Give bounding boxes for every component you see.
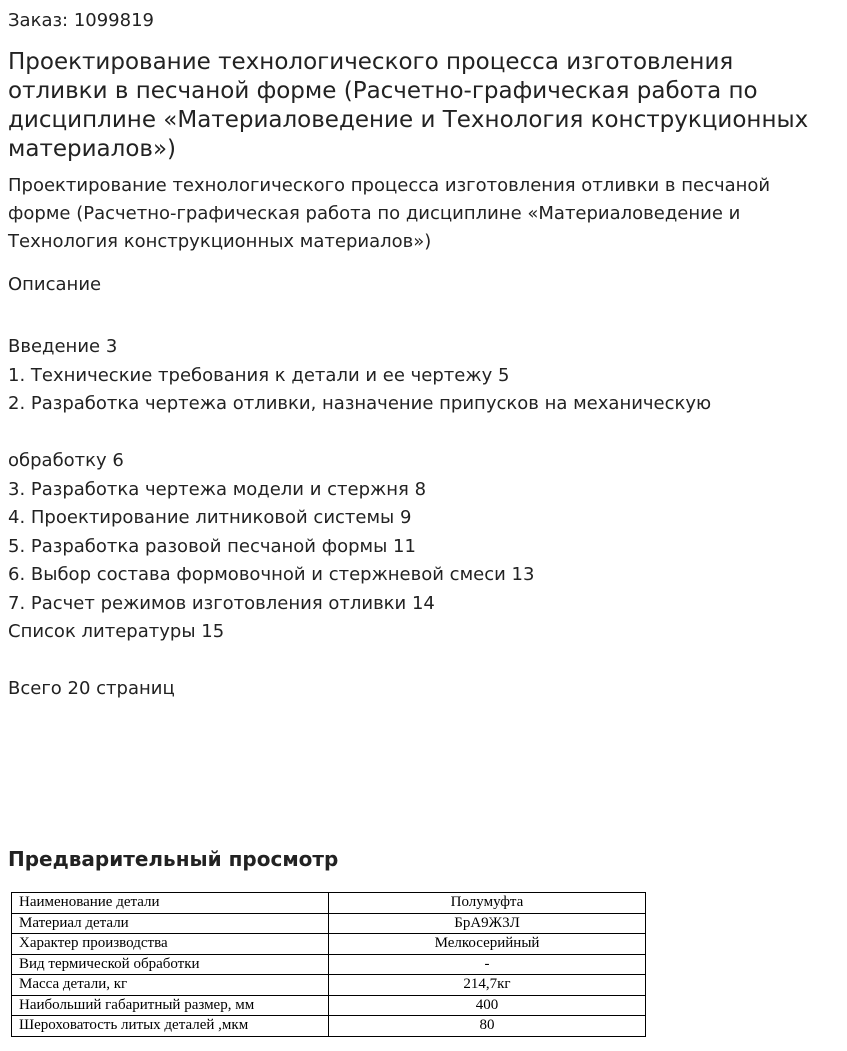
spec-label: Наибольший габаритный размер, мм <box>12 995 329 1016</box>
page-title: Проектирование технологического процесса изготовления отливки в песчаной форме (Расчетно-графическая работа по дисциплине «Материаловедение и Технология конструкционных материалов») <box>8 49 809 162</box>
spec-value: БрА9Ж3Л <box>329 913 646 934</box>
toc-line: 3. Разработка чертежа модели и стержня 8 <box>8 478 427 500</box>
table-row <box>12 893 646 914</box>
page-count: Всего 20 страниц <box>8 678 175 699</box>
spec-label: Шероховатость литых деталей ,мкм <box>12 1016 329 1037</box>
spec-value: - <box>329 954 646 975</box>
spec-value: Полумуфта <box>329 893 646 914</box>
toc-line: 4. Проектирование литниковой системы 9 <box>8 507 412 528</box>
toc-line: 5. Разработка разовой песчаной формы 11 <box>8 535 416 557</box>
spec-label: Масса детали, кг <box>12 975 329 996</box>
table-row <box>12 975 646 996</box>
toc-line: Список литературы 15 <box>8 621 225 642</box>
table-row <box>12 913 646 934</box>
toc-blank-line <box>8 647 833 676</box>
spec-value: 214,7кг <box>329 975 646 996</box>
toc-line: 1. Технические требования к детали и ее чертежу 5 <box>8 364 510 386</box>
toc-line: 6. Выбор состава формовочной и стержневой смеси 13 <box>8 564 535 585</box>
spec-label: Наименование детали <box>12 893 329 914</box>
toc-line: 7. Расчет режимов изготовления отливки 14 <box>8 592 435 614</box>
order-number: Заказ: 1099819 <box>8 10 154 31</box>
spec-value: 400 <box>329 995 646 1016</box>
part-specs-table <box>11 892 646 1037</box>
table-of-contents <box>8 333 833 704</box>
spec-label: Материал детали <box>12 913 329 934</box>
table-row <box>12 934 646 955</box>
spec-value: Мелкосерийный <box>329 934 646 955</box>
toc-blank-line <box>8 419 833 448</box>
description-heading: Описание <box>8 274 102 295</box>
preview-heading: Предварительный просмотр <box>8 847 339 871</box>
table-row <box>12 1016 646 1037</box>
toc-line: 2. Разработка чертежа отливки, назначение припусков на механическую <box>8 393 712 414</box>
spec-label: Вид термической обработки <box>12 954 329 975</box>
spec-value: 80 <box>329 1016 646 1037</box>
work-subtitle: Проектирование технологического процесса изготовления отливки в песчаной форме (Расчетно-графическая работа по дисциплине «Материаловедение и Технология конструкционных материалов») <box>8 175 771 252</box>
table-row <box>12 995 646 1016</box>
table-row <box>12 954 646 975</box>
spec-label: Характер производства <box>12 934 329 955</box>
toc-line: обработку 6 <box>8 450 124 471</box>
toc-line: Введение 3 <box>8 336 118 357</box>
